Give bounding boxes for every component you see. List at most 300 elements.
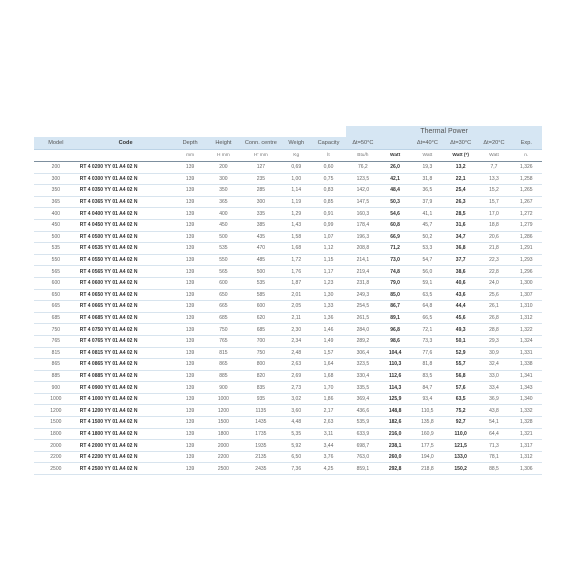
table-cell-conn: 300 (240, 196, 282, 208)
table-cell-conn: 285 (240, 185, 282, 197)
table-cell-depth: 139 (173, 196, 206, 208)
table-cell-depth: 139 (173, 335, 206, 347)
table-cell-exp: 1,331 (511, 347, 542, 359)
table-cell-code: RT 4 0650 YY 01 A4 02 N (78, 289, 174, 301)
table-cell-depth: 139 (173, 382, 206, 394)
table-cell-exp: 1,286 (511, 231, 542, 243)
table-cell-conn: 620 (240, 312, 282, 324)
table-cell-depth: 139 (173, 289, 206, 301)
unit-row (34, 150, 542, 162)
table-cell-w20: 43,8 (477, 405, 510, 417)
table-cell-conn: 600 (240, 301, 282, 313)
column-header: Depth (173, 137, 206, 150)
column-header: Δt=30°C (444, 137, 477, 150)
table-cell-w20: 15,2 (477, 185, 510, 197)
table-cell-w40: 59,1 (411, 277, 444, 289)
table-cell-w20: 33,4 (477, 382, 510, 394)
table-cell-w40: 72,1 (411, 324, 444, 336)
table-row (34, 162, 542, 174)
table-cell-exp: 1,343 (511, 382, 542, 394)
table-cell-depth: 139 (173, 393, 206, 405)
table-cell-w20: 15,7 (477, 196, 510, 208)
table-cell-w40: 53,3 (411, 243, 444, 255)
table-cell-w30: 40,6 (444, 277, 477, 289)
table-cell-conn: 485 (240, 254, 282, 266)
table-cell-code: RT 4 0350 YY 01 A4 02 N (78, 185, 174, 197)
table-cell-w50: 182,6 (380, 417, 411, 429)
table-cell-depth: 139 (173, 173, 206, 185)
table-cell-exp: 1,258 (511, 173, 542, 185)
table-cell-w40: 63,5 (411, 289, 444, 301)
table-cell-w40: 31,8 (411, 173, 444, 185)
table-cell-height: 500 (207, 231, 240, 243)
table-cell-w50: 260,0 (380, 451, 411, 463)
table-cell-w20: 18,8 (477, 219, 510, 231)
table-cell-exp: 1,341 (511, 370, 542, 382)
table-cell-w30: 121,5 (444, 440, 477, 452)
table-cell-cap: 1,64 (311, 359, 346, 371)
table-cell-btu: 859,1 (346, 463, 379, 475)
table-cell-btu: 436,6 (346, 405, 379, 417)
column-unit: Watt (477, 150, 510, 162)
table-cell-weight: 2,01 (282, 289, 311, 301)
table-cell-code: RT 4 0500 YY 01 A4 02 N (78, 231, 174, 243)
table-cell-w20: 25,6 (477, 289, 510, 301)
table-cell-btu: 323,5 (346, 359, 379, 371)
table-cell-w20: 7,7 (477, 162, 510, 174)
table-cell-code: RT 4 0815 YY 01 A4 02 N (78, 347, 174, 359)
table-cell-conn: 470 (240, 243, 282, 255)
table-cell-w50: 89,1 (380, 312, 411, 324)
table-cell-weight: 2,48 (282, 347, 311, 359)
table-row (34, 440, 542, 452)
table-cell-model: 200 (34, 162, 78, 174)
table-cell-weight: 2,05 (282, 301, 311, 313)
table-cell-w30: 44,4 (444, 301, 477, 313)
table-cell-conn: 1135 (240, 405, 282, 417)
table-cell-code: RT 4 0400 YY 01 A4 02 N (78, 208, 174, 220)
table-cell-conn: 1435 (240, 417, 282, 429)
table-cell-btu: 261,5 (346, 312, 379, 324)
table-cell-btu: 76,2 (346, 162, 379, 174)
table-cell-height: 865 (207, 359, 240, 371)
table-cell-depth: 139 (173, 243, 206, 255)
table-cell-w20: 36,9 (477, 393, 510, 405)
table-cell-height: 685 (207, 312, 240, 324)
table-row (34, 393, 542, 405)
table-cell-code: RT 4 2200 YY 01 A4 02 N (78, 451, 174, 463)
column-unit: lt (311, 150, 346, 162)
table-cell-cap: 2,17 (311, 405, 346, 417)
table-cell-w50: 238,1 (380, 440, 411, 452)
table-cell-w20: 21,8 (477, 243, 510, 255)
table-cell-depth: 139 (173, 208, 206, 220)
table-cell-w20: 22,8 (477, 266, 510, 278)
column-header: Δt=50°C (346, 137, 379, 150)
table-cell-cap: 1,15 (311, 254, 346, 266)
table-cell-cap: 1,70 (311, 382, 346, 394)
table-cell-depth: 139 (173, 463, 206, 475)
table-cell-cap: 1,68 (311, 370, 346, 382)
table-cell-btu: 535,9 (346, 417, 379, 429)
table-cell-depth: 139 (173, 440, 206, 452)
table-cell-weight: 1,00 (282, 173, 311, 185)
table-cell-w40: 56,0 (411, 266, 444, 278)
table-cell-cap: 1,86 (311, 393, 346, 405)
table-cell-w30: 34,7 (444, 231, 477, 243)
table-cell-w40: 19,3 (411, 162, 444, 174)
table-cell-depth: 139 (173, 370, 206, 382)
table-cell-btu: 147,5 (346, 196, 379, 208)
table-cell-code: RT 4 0885 YY 01 A4 02 N (78, 370, 174, 382)
table-cell-code: RT 4 1200 YY 01 A4 02 N (78, 405, 174, 417)
table-cell-weight: 0,69 (282, 162, 311, 174)
table-cell-w50: 86,7 (380, 301, 411, 313)
table-cell-w40: 218,8 (411, 463, 444, 475)
table-cell-conn: 435 (240, 231, 282, 243)
table-cell-conn: 1735 (240, 428, 282, 440)
table-row (34, 266, 542, 278)
table-row (34, 463, 542, 475)
table-cell-cap: 0,91 (311, 208, 346, 220)
column-unit: H' mm (240, 150, 282, 162)
table-cell-model: 600 (34, 277, 78, 289)
table-cell-cap: 0,99 (311, 219, 346, 231)
table-cell-height: 1000 (207, 393, 240, 405)
table-cell-btu: 123,5 (346, 173, 379, 185)
table-cell-w40: 110,5 (411, 405, 444, 417)
table-cell-w50: 54,6 (380, 208, 411, 220)
column-header (380, 137, 411, 150)
table-cell-w50: 104,4 (380, 347, 411, 359)
table-cell-weight: 2,73 (282, 382, 311, 394)
table-cell-w20: 30,9 (477, 347, 510, 359)
table-cell-weight: 6,50 (282, 451, 311, 463)
table-cell-weight: 1,68 (282, 243, 311, 255)
table-cell-w50: 85,0 (380, 289, 411, 301)
table-cell-exp: 1,267 (511, 196, 542, 208)
table-cell-weight: 1,76 (282, 266, 311, 278)
table-cell-model: 1800 (34, 428, 78, 440)
table-cell-w20: 28,8 (477, 324, 510, 336)
table-row (34, 335, 542, 347)
table-row (34, 185, 542, 197)
table-row (34, 382, 542, 394)
table-cell-model: 865 (34, 359, 78, 371)
table-cell-model: 400 (34, 208, 78, 220)
table-cell-depth: 139 (173, 254, 206, 266)
table-cell-w30: 49,3 (444, 324, 477, 336)
column-unit (78, 150, 174, 162)
table-cell-weight: 1,72 (282, 254, 311, 266)
table-cell-btu: 330,4 (346, 370, 379, 382)
table-cell-w40: 135,8 (411, 417, 444, 429)
column-header: Height (207, 137, 240, 150)
table-cell-height: 400 (207, 208, 240, 220)
table-cell-w20: 78,1 (477, 451, 510, 463)
table-row (34, 347, 542, 359)
table-cell-code: RT 4 2500 YY 01 A4 02 N (78, 463, 174, 475)
table-cell-exp: 1,328 (511, 417, 542, 429)
table-cell-conn: 2135 (240, 451, 282, 463)
table-cell-weight: 1,14 (282, 185, 311, 197)
table-cell-btu: 254,5 (346, 301, 379, 313)
table-cell-conn: 935 (240, 393, 282, 405)
table-cell-model: 1000 (34, 393, 78, 405)
table-cell-w30: 26,3 (444, 196, 477, 208)
table-cell-code: RT 4 0365 YY 01 A4 02 N (78, 196, 174, 208)
table-cell-w30: 150,2 (444, 463, 477, 475)
table-cell-exp: 1,291 (511, 243, 542, 255)
table-cell-conn: 1935 (240, 440, 282, 452)
table-cell-conn: 335 (240, 208, 282, 220)
table-cell-w20: 24,0 (477, 277, 510, 289)
table-cell-btu: 208,8 (346, 243, 379, 255)
table-row (34, 289, 542, 301)
column-unit: Watt (411, 150, 444, 162)
table-cell-cap: 1,23 (311, 277, 346, 289)
table-row (34, 254, 542, 266)
table-cell-weight: 2,63 (282, 359, 311, 371)
table-cell-height: 600 (207, 277, 240, 289)
column-header: Model (34, 137, 78, 150)
table-cell-code: RT 4 0300 YY 01 A4 02 N (78, 173, 174, 185)
table-cell-w20: 13,3 (477, 173, 510, 185)
table-cell-weight: 7,36 (282, 463, 311, 475)
table-cell-cap: 1,12 (311, 243, 346, 255)
table-cell-w50: 66,9 (380, 231, 411, 243)
table-cell-model: 900 (34, 382, 78, 394)
table-cell-height: 885 (207, 370, 240, 382)
table-cell-exp: 1,306 (511, 463, 542, 475)
table-cell-conn: 835 (240, 382, 282, 394)
table-cell-btu: 160,3 (346, 208, 379, 220)
table-cell-cap: 3,11 (311, 428, 346, 440)
table-cell-w30: 31,6 (444, 219, 477, 231)
table-cell-depth: 139 (173, 162, 206, 174)
table-cell-w20: 22,3 (477, 254, 510, 266)
table-cell-model: 2500 (34, 463, 78, 475)
table-cell-weight: 2,11 (282, 312, 311, 324)
table-cell-model: 450 (34, 219, 78, 231)
table-row (34, 370, 542, 382)
table-cell-weight: 1,87 (282, 277, 311, 289)
table-row (34, 405, 542, 417)
table-cell-height: 300 (207, 173, 240, 185)
table-cell-w30: 13,2 (444, 162, 477, 174)
table-cell-cap: 1,57 (311, 347, 346, 359)
table-cell-exp: 1,326 (511, 162, 542, 174)
table-cell-depth: 139 (173, 359, 206, 371)
table-cell-conn: 700 (240, 335, 282, 347)
table-cell-exp: 1,312 (511, 312, 542, 324)
table-cell-cap: 1,07 (311, 231, 346, 243)
table-cell-model: 815 (34, 347, 78, 359)
table-cell-code: RT 4 0900 YY 01 A4 02 N (78, 382, 174, 394)
table-cell-w50: 79,0 (380, 277, 411, 289)
table-cell-cap: 1,46 (311, 324, 346, 336)
table-cell-w40: 194,0 (411, 451, 444, 463)
table-cell-height: 535 (207, 243, 240, 255)
column-unit: mm (173, 150, 206, 162)
table-cell-w50: 125,9 (380, 393, 411, 405)
table-cell-depth: 139 (173, 417, 206, 429)
table-cell-code: RT 4 2000 YY 01 A4 02 N (78, 440, 174, 452)
column-unit: Kg (282, 150, 311, 162)
table-cell-code: RT 4 0450 YY 01 A4 02 N (78, 219, 174, 231)
table-cell-code: RT 4 0865 YY 01 A4 02 N (78, 359, 174, 371)
table-cell-cap: 3,76 (311, 451, 346, 463)
table-cell-weight: 5,35 (282, 428, 311, 440)
table-cell-code: RT 4 0550 YY 01 A4 02 N (78, 254, 174, 266)
table-cell-code: RT 4 0765 YY 01 A4 02 N (78, 335, 174, 347)
table-cell-exp: 1,340 (511, 393, 542, 405)
table-cell-cap: 1,49 (311, 335, 346, 347)
table-cell-weight: 3,60 (282, 405, 311, 417)
table-cell-w50: 114,3 (380, 382, 411, 394)
table-cell-model: 350 (34, 185, 78, 197)
table-cell-w40: 177,5 (411, 440, 444, 452)
table-cell-w40: 41,1 (411, 208, 444, 220)
table-cell-w40: 160,9 (411, 428, 444, 440)
table-cell-w30: 45,6 (444, 312, 477, 324)
table-cell-model: 365 (34, 196, 78, 208)
table-cell-exp: 1,310 (511, 301, 542, 313)
table-cell-w40: 54,7 (411, 254, 444, 266)
table-cell-height: 900 (207, 382, 240, 394)
table-cell-w40: 66,5 (411, 312, 444, 324)
table-cell-w30: 63,5 (444, 393, 477, 405)
table-cell-model: 300 (34, 173, 78, 185)
table-cell-btu: 214,1 (346, 254, 379, 266)
table-cell-weight: 3,02 (282, 393, 311, 405)
table-cell-conn: 235 (240, 173, 282, 185)
table-cell-btu: 231,8 (346, 277, 379, 289)
table-cell-cap: 2,63 (311, 417, 346, 429)
column-header: Capacity (311, 137, 346, 150)
table-cell-cap: 0,85 (311, 196, 346, 208)
table-cell-w20: 26,1 (477, 301, 510, 313)
table-cell-height: 1500 (207, 417, 240, 429)
table-cell-height: 815 (207, 347, 240, 359)
table-cell-model: 535 (34, 243, 78, 255)
radiator-spec-sheet (34, 126, 542, 475)
table-cell-w30: 25,4 (444, 185, 477, 197)
table-cell-weight: 5,92 (282, 440, 311, 452)
table-cell-w50: 26,0 (380, 162, 411, 174)
table-cell-btu: 633,9 (346, 428, 379, 440)
table-cell-exp: 1,324 (511, 335, 542, 347)
table-cell-height: 350 (207, 185, 240, 197)
table-cell-w30: 43,6 (444, 289, 477, 301)
table-cell-weight: 1,29 (282, 208, 311, 220)
table-row (34, 428, 542, 440)
table-body (34, 162, 542, 475)
table-cell-exp: 1,272 (511, 208, 542, 220)
table-cell-w50: 74,8 (380, 266, 411, 278)
table-cell-w30: 38,6 (444, 266, 477, 278)
column-unit: Btu/h (346, 150, 379, 162)
table-cell-exp: 1,279 (511, 219, 542, 231)
table-cell-conn: 800 (240, 359, 282, 371)
column-unit: H mm (207, 150, 240, 162)
table-cell-w20: 88,5 (477, 463, 510, 475)
table-cell-conn: 385 (240, 219, 282, 231)
table-cell-w30: 22,1 (444, 173, 477, 185)
table-cell-height: 650 (207, 289, 240, 301)
table-row (34, 243, 542, 255)
table-cell-exp: 1,296 (511, 266, 542, 278)
table-cell-w30: 57,6 (444, 382, 477, 394)
table-row (34, 324, 542, 336)
column-unit: n. (511, 150, 542, 162)
table-cell-w50: 98,6 (380, 335, 411, 347)
table-cell-depth: 139 (173, 347, 206, 359)
column-header: Weigh (282, 137, 311, 150)
table-cell-w50: 112,6 (380, 370, 411, 382)
table-cell-btu: 698,7 (346, 440, 379, 452)
table-row (34, 196, 542, 208)
table-cell-model: 885 (34, 370, 78, 382)
table-cell-model: 650 (34, 289, 78, 301)
thermal-power-title: Thermal Power (346, 126, 542, 137)
table-cell-btu: 219,4 (346, 266, 379, 278)
table-cell-exp: 1,265 (511, 185, 542, 197)
table-cell-exp: 1,293 (511, 254, 542, 266)
table-cell-w50: 292,8 (380, 463, 411, 475)
table-cell-w50: 216,0 (380, 428, 411, 440)
table-cell-exp: 1,338 (511, 359, 542, 371)
spec-table (34, 126, 542, 475)
column-unit (34, 150, 78, 162)
table-cell-w50: 148,8 (380, 405, 411, 417)
table-cell-code: RT 4 0200 YY 01 A4 02 N (78, 162, 174, 174)
table-cell-w20: 17,0 (477, 208, 510, 220)
table-cell-w30: 110,0 (444, 428, 477, 440)
table-cell-w50: 110,3 (380, 359, 411, 371)
table-cell-w40: 50,2 (411, 231, 444, 243)
table-cell-depth: 139 (173, 312, 206, 324)
table-cell-w30: 28,5 (444, 208, 477, 220)
table-cell-btu: 178,4 (346, 219, 379, 231)
table-cell-exp: 1,322 (511, 324, 542, 336)
table-cell-w40: 83,5 (411, 370, 444, 382)
table-cell-w50: 96,8 (380, 324, 411, 336)
table-cell-cap: 0,75 (311, 173, 346, 185)
table-cell-height: 565 (207, 266, 240, 278)
table-cell-weight: 1,58 (282, 231, 311, 243)
column-header: Code (78, 137, 174, 150)
table-cell-cap: 0,60 (311, 162, 346, 174)
table-cell-conn: 535 (240, 277, 282, 289)
table-cell-depth: 139 (173, 219, 206, 231)
table-cell-w20: 20,6 (477, 231, 510, 243)
table-cell-w40: 64,8 (411, 301, 444, 313)
table-row (34, 312, 542, 324)
table-cell-w30: 37,7 (444, 254, 477, 266)
table-cell-conn: 585 (240, 289, 282, 301)
table-cell-conn: 500 (240, 266, 282, 278)
table-cell-depth: 139 (173, 451, 206, 463)
table-cell-w30: 92,7 (444, 417, 477, 429)
table-cell-code: RT 4 0565 YY 01 A4 02 N (78, 266, 174, 278)
table-cell-btu: 142,0 (346, 185, 379, 197)
table-cell-conn: 820 (240, 370, 282, 382)
table-cell-w20: 54,1 (477, 417, 510, 429)
table-cell-exp: 1,332 (511, 405, 542, 417)
table-cell-code: RT 4 0600 YY 01 A4 02 N (78, 277, 174, 289)
table-cell-height: 765 (207, 335, 240, 347)
